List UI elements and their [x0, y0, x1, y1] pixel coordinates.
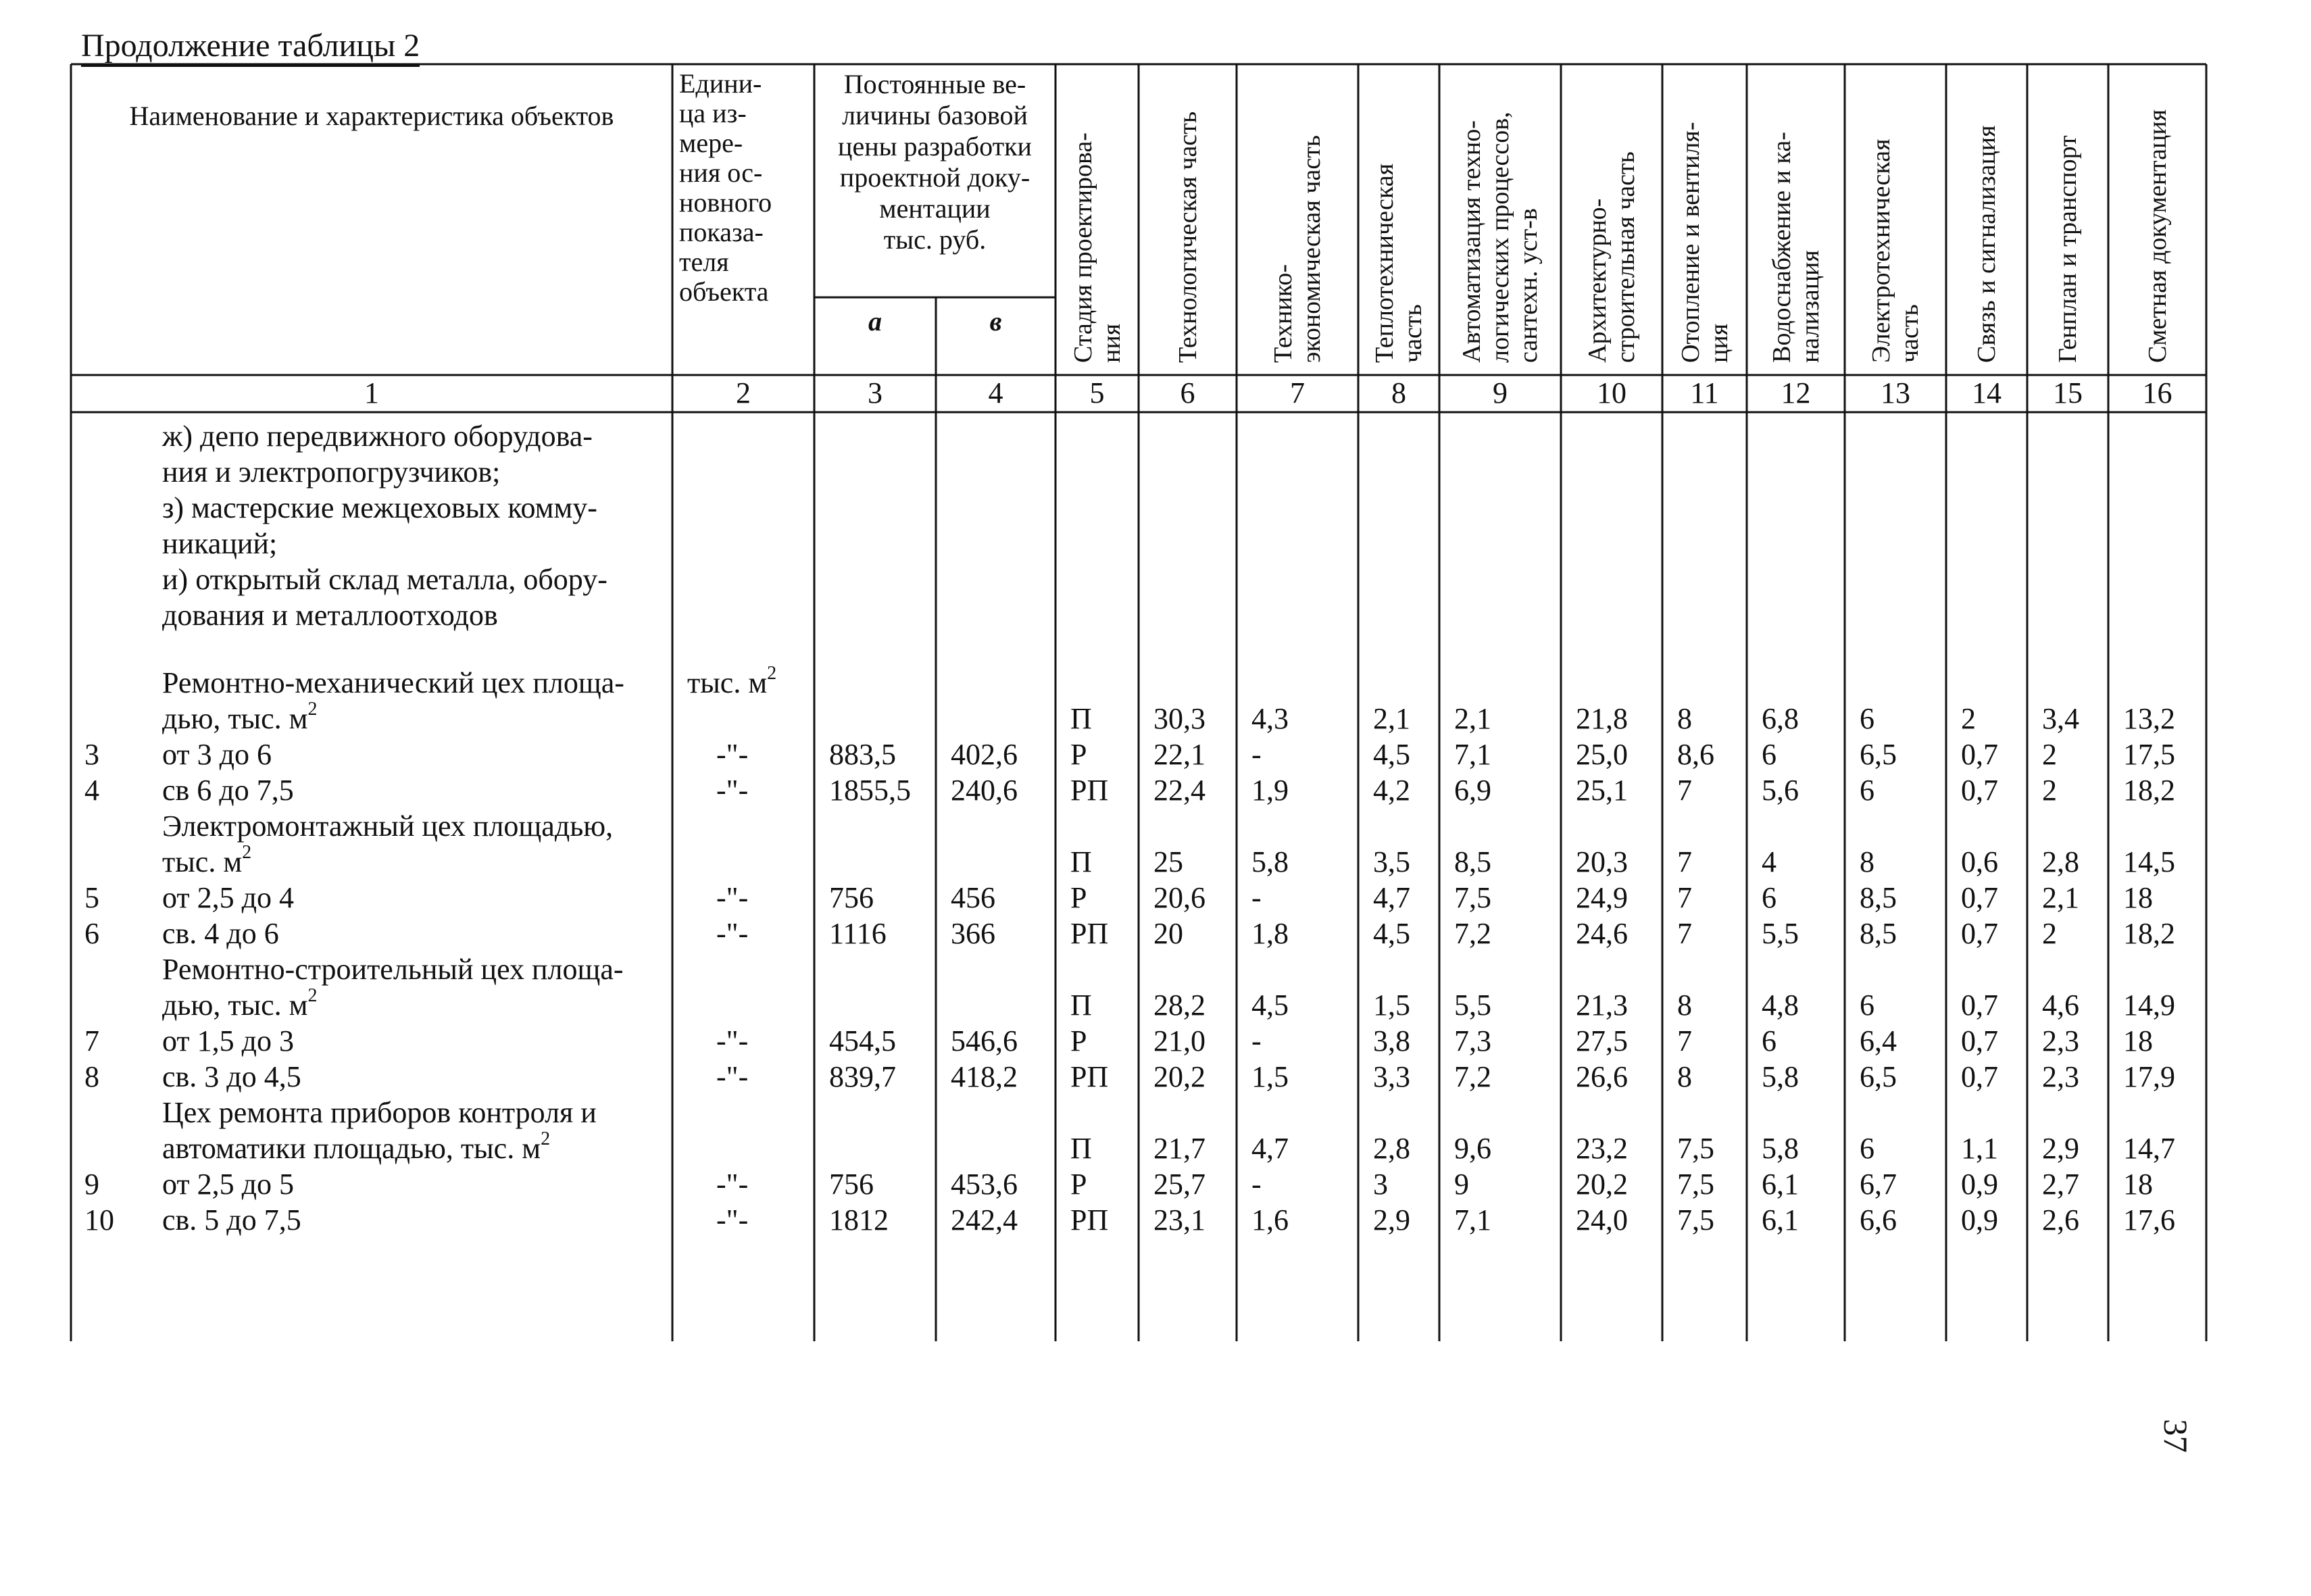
row-value: 21,7 [1153, 1132, 1206, 1165]
row-value: 17,5 [2123, 738, 2175, 771]
column-number: 13 [1881, 376, 1910, 409]
row-value: 8,5 [1860, 881, 1897, 914]
header-unit-line: ния ос- [679, 157, 763, 188]
row-stage: Р [1070, 881, 1087, 914]
row-value: 8 [1677, 989, 1692, 1022]
row-value: 4,5 [1251, 989, 1289, 1022]
row-value: 3 [1373, 1168, 1388, 1201]
row-value: 18 [2123, 881, 2153, 914]
header-unit-line: показа- [679, 217, 764, 247]
row-value: 21,0 [1153, 1024, 1206, 1057]
row-stage: Р [1070, 738, 1087, 771]
row-value: 5,5 [1454, 989, 1491, 1022]
column-number: 11 [1690, 376, 1719, 409]
header-unit-line: мере- [679, 128, 743, 158]
group-title: Ремонтно-механический цех площа- [162, 666, 624, 699]
row-value: 3,5 [1373, 845, 1410, 878]
row-value: 17,6 [2123, 1203, 2175, 1237]
intro-line: ж) депо передвижного оборудова- [162, 420, 593, 453]
row-value: 25,7 [1153, 1168, 1206, 1201]
header-rotated-13 [1867, 72, 1924, 363]
header-rotated-14 [1972, 72, 2001, 363]
row-name: св 6 до 7,5 [162, 774, 294, 807]
row-value-a: 839,7 [829, 1060, 896, 1093]
row-value: 24,9 [1576, 881, 1628, 914]
row-value: 6,6 [1860, 1203, 1897, 1237]
column-number: 12 [1781, 376, 1811, 409]
row-value: 6,7 [1860, 1168, 1897, 1201]
row-value: 8 [1677, 1060, 1692, 1093]
column-number: 4 [988, 376, 1003, 409]
header-rotated-15 [2054, 72, 2082, 363]
row-name: от 1,5 до 3 [162, 1024, 295, 1057]
header-rotated-line: Связь и сигнализация [1972, 125, 2001, 363]
row-value: 0,7 [1961, 738, 1998, 771]
row-value: 20,2 [1153, 1060, 1206, 1093]
row-value: 14,5 [2123, 845, 2175, 878]
header-unit-line: Едини- [679, 68, 762, 99]
row-value-b: 402,6 [951, 738, 1018, 771]
row-stage: Р [1070, 1024, 1087, 1057]
group-title: Ремонтно-строительный цех площа- [162, 953, 624, 986]
row-value: 7,5 [1454, 881, 1491, 914]
row-stage: РП [1070, 917, 1109, 950]
unit-superscript: 2 [767, 663, 777, 684]
row-value: 8,5 [1454, 845, 1491, 878]
row-value: 2,1 [2042, 881, 2079, 914]
row-value: 3,8 [1373, 1024, 1410, 1057]
row-value: 2,9 [1373, 1203, 1410, 1237]
row-name: св. 4 до 6 [162, 917, 279, 950]
column-number: 7 [1290, 376, 1305, 409]
header-unit-line: новного [679, 187, 772, 218]
row-value: 5,8 [1762, 1132, 1799, 1165]
header-base-price-line: проектной доку- [839, 162, 1030, 193]
row-value: 20,2 [1576, 1168, 1628, 1201]
row-unit: -"- [716, 917, 749, 950]
row-value-b: 546,6 [951, 1024, 1018, 1057]
row-value: 5,6 [1762, 774, 1799, 807]
row-value: 7,3 [1454, 1024, 1491, 1057]
row-value: 27,5 [1576, 1024, 1628, 1057]
header-object-name: Наименование и характеристика объектов [129, 101, 614, 131]
row-value-a: 756 [829, 881, 874, 914]
row-value: 1,8 [1251, 917, 1289, 950]
row-unit: -"- [716, 1203, 749, 1237]
row-value: 0,9 [1961, 1203, 1998, 1237]
group-title: Цех ремонта приборов контроля и [162, 1096, 597, 1129]
column-number: 1 [364, 376, 379, 409]
row-value: 5,8 [1762, 1060, 1799, 1093]
row-value: 6 [1762, 738, 1776, 771]
row-unit: -"- [716, 1060, 749, 1093]
row-value: 4,2 [1373, 774, 1410, 807]
row-value-a: 1855,5 [829, 774, 911, 807]
row-value-b: 418,2 [951, 1060, 1018, 1093]
header-rotated-line: ция [1704, 323, 1733, 363]
header-rotated-line: логических процессов, [1486, 111, 1514, 363]
row-number: 5 [84, 881, 99, 914]
row-value: 2 [2042, 738, 2057, 771]
row-value: 8,5 [1860, 917, 1897, 950]
header-rotated-7 [1269, 72, 1326, 363]
row-value: 6,5 [1860, 738, 1897, 771]
row-value: 1,6 [1251, 1203, 1289, 1237]
row-value: 0,7 [1961, 774, 1998, 807]
row-value: 7 [1677, 1024, 1692, 1057]
row-number: 6 [84, 917, 99, 950]
row-unit: -"- [716, 774, 749, 807]
row-value: 2,8 [1373, 1132, 1410, 1165]
row-value: 7,2 [1454, 1060, 1491, 1093]
row-number: 10 [84, 1203, 114, 1237]
row-value: 5,8 [1251, 845, 1289, 878]
row-value-a: 1116 [829, 917, 887, 950]
row-value: 9 [1454, 1168, 1469, 1201]
row-value: 7 [1677, 845, 1692, 878]
group-title: автоматики площадью, тыс. $м^2$ [162, 1128, 551, 1165]
header-rotated-5 [1069, 72, 1126, 363]
row-value: 8,6 [1677, 738, 1714, 771]
row-value: 0,7 [1961, 881, 1998, 914]
header-rotated-line: Технико- [1269, 264, 1297, 363]
header-rotated-10 [1583, 72, 1640, 363]
row-value: 6,1 [1762, 1168, 1799, 1201]
row-value: 7,5 [1677, 1168, 1714, 1201]
row-value: - [1251, 1024, 1262, 1057]
intro-line: никаций; [162, 527, 278, 560]
row-name: св. 3 до 4,5 [162, 1060, 301, 1093]
header-unit-line: объекта [679, 276, 769, 307]
row-value-b: 456 [951, 881, 995, 914]
column-number: 10 [1597, 376, 1626, 409]
row-value: 20,6 [1153, 881, 1206, 914]
row-value: 7 [1677, 881, 1692, 914]
row-value: 6 [1762, 881, 1776, 914]
row-value: 23,2 [1576, 1132, 1628, 1165]
row-value: 3,3 [1373, 1060, 1410, 1093]
row-value: 22,4 [1153, 774, 1206, 807]
row-value: 7,5 [1677, 1132, 1714, 1165]
row-value-b: 242,4 [951, 1203, 1018, 1237]
row-value: 23,1 [1153, 1203, 1206, 1237]
header-unit-line: теля [679, 247, 729, 277]
row-value: 2,9 [2042, 1132, 2079, 1165]
row-value: 6 [1860, 1132, 1874, 1165]
row-stage: РП [1070, 1203, 1109, 1237]
header-base-price-line: Постоянные ве- [843, 69, 1026, 99]
group-title: дью, тыс. $м^2$ [162, 699, 318, 735]
row-value: 4,7 [1373, 881, 1410, 914]
row-value: 2,1 [1454, 702, 1491, 735]
row-value: 25 [1153, 845, 1183, 878]
header-base-price-line: цены разработки [838, 131, 1032, 161]
header-rotated-line: Сметная документация [2143, 109, 2172, 363]
header-rotated-line: Отопление и вентиля- [1676, 122, 1705, 363]
row-value-a: 883,5 [829, 738, 896, 771]
row-stage: П [1070, 845, 1092, 878]
row-value: 7,1 [1454, 1203, 1491, 1237]
row-value: 6,9 [1454, 774, 1491, 807]
row-value: 2,3 [2042, 1060, 2079, 1093]
row-value: 4,3 [1251, 702, 1289, 735]
row-value: 1,9 [1251, 774, 1289, 807]
intro-line: з) мастерские межцеховых комму- [162, 491, 597, 524]
header-sub-a: а [868, 306, 882, 336]
row-value-a: 454,5 [829, 1024, 896, 1057]
row-value: 13,2 [2123, 702, 2175, 735]
row-value: 21,8 [1576, 702, 1628, 735]
group-title-superscript: 2 [541, 1128, 551, 1150]
row-value: 6 [1762, 1024, 1776, 1057]
header-rotated-line: экономическая часть [1297, 134, 1326, 363]
row-value: 7,2 [1454, 917, 1491, 950]
intro-line: и) открытый склад металла, обору- [162, 563, 607, 596]
header-rotated-16 [2143, 72, 2172, 363]
row-value: 0,7 [1961, 989, 1998, 1022]
row-value: - [1251, 881, 1262, 914]
row-value: 9,6 [1454, 1132, 1491, 1165]
header-rotated-line: Водоснабжение и ка- [1767, 132, 1796, 363]
row-value-b: 453,6 [951, 1168, 1018, 1201]
row-value: 2,3 [2042, 1024, 2079, 1057]
header-rotated-line: строительная часть [1612, 151, 1640, 363]
row-value: 20 [1153, 917, 1183, 950]
row-value: 5,5 [1762, 917, 1799, 950]
header-base-price-line: ментации [879, 193, 991, 224]
row-value: 7 [1677, 917, 1692, 950]
group-title-superscript: 2 [307, 985, 318, 1007]
page-title: Продолжение таблицы 2 [81, 27, 420, 67]
column-number: 8 [1391, 376, 1406, 409]
row-number: 3 [84, 738, 99, 771]
row-value-a: 1812 [829, 1203, 889, 1237]
row-value: 0,7 [1961, 1060, 1998, 1093]
header-base-price-line: тыс. руб. [883, 224, 987, 255]
row-value: 21,3 [1576, 989, 1628, 1022]
row-value: 6,1 [1762, 1203, 1799, 1237]
row-value: 25,1 [1576, 774, 1628, 807]
row-value: 6 [1860, 702, 1874, 735]
row-value: 18 [2123, 1024, 2153, 1057]
row-value: 1,5 [1251, 1060, 1289, 1093]
row-value: 24,0 [1576, 1203, 1628, 1237]
row-value: 7 [1677, 774, 1692, 807]
row-value: 6 [1860, 774, 1874, 807]
header-rotated-11 [1676, 72, 1733, 363]
row-value: 2 [2042, 774, 2057, 807]
row-number: 8 [84, 1060, 99, 1093]
header-base-price-line: личины базовой [842, 100, 1028, 130]
row-value: 2 [2042, 917, 2057, 950]
group-title-superscript: 2 [242, 842, 252, 864]
row-value: 18 [2123, 1168, 2153, 1201]
row-name: от 2,5 до 4 [162, 881, 295, 914]
header-rotated-line: Стадия проектирова- [1068, 132, 1097, 363]
header-rotated-6 [1174, 72, 1202, 363]
row-value: 0,9 [1961, 1168, 1998, 1201]
row-value: 6,4 [1860, 1024, 1897, 1057]
page-number: 37 [2157, 1419, 2195, 1453]
header-rotated-line: Электротехническая [1867, 139, 1895, 363]
header-rotated-line: часть [1895, 304, 1924, 363]
group-title: Электромонтажный цех площадью, [162, 809, 614, 843]
row-value: 4,7 [1251, 1132, 1289, 1165]
row-stage: П [1070, 1132, 1092, 1165]
row-value: 4,5 [1373, 917, 1410, 950]
row-unit: -"- [716, 1168, 749, 1201]
row-value: 4,6 [2042, 989, 2079, 1022]
row-value: 2,7 [2042, 1168, 2079, 1201]
row-value: 2 [1961, 702, 1976, 735]
row-value: 7,1 [1454, 738, 1491, 771]
column-number: 6 [1180, 376, 1195, 409]
row-stage: Р [1070, 1168, 1087, 1201]
row-value: - [1251, 738, 1262, 771]
row-unit: -"- [716, 881, 749, 914]
row-value: 0,6 [1961, 845, 1998, 878]
intro-line: дования и металлоотходов [162, 599, 498, 632]
row-value: - [1251, 1168, 1262, 1201]
header-sub-b: в [989, 306, 1002, 336]
row-value-a: 756 [829, 1168, 874, 1201]
header-rotated-line: сантехн. уст-в [1514, 208, 1543, 363]
header-rotated-line: нализация [1795, 250, 1824, 363]
row-unit: -"- [716, 738, 749, 771]
header-rotated-line: Архитектурно- [1583, 198, 1612, 363]
column-number: 16 [2142, 376, 2172, 409]
row-value: 25,0 [1576, 738, 1628, 771]
row-value: 4,8 [1762, 989, 1799, 1022]
row-value: 30,3 [1153, 702, 1206, 735]
row-value: 6 [1860, 989, 1874, 1022]
row-value: 26,6 [1576, 1060, 1628, 1093]
column-number: 2 [736, 376, 751, 409]
header-base-price [818, 69, 1051, 255]
row-number: 7 [84, 1024, 99, 1057]
row-value: 8 [1860, 845, 1874, 878]
row-stage: П [1070, 702, 1092, 735]
group-title: дью, тыс. $м^2$ [162, 985, 318, 1022]
row-value: 18,2 [2123, 774, 2175, 807]
row-value: 18,2 [2123, 917, 2175, 950]
row-stage: П [1070, 989, 1092, 1022]
header-rotated-line: часть [1399, 304, 1427, 363]
header-rotated-12 [1768, 72, 1824, 363]
header-rotated-8 [1370, 72, 1427, 363]
row-value: 6,5 [1860, 1060, 1897, 1093]
column-number: 14 [1972, 376, 2002, 409]
column-number: 5 [1089, 376, 1105, 409]
row-number: 4 [84, 774, 99, 807]
row-name: св. 5 до 7,5 [162, 1203, 301, 1237]
row-stage: РП [1070, 1060, 1109, 1093]
row-stage: РП [1070, 774, 1109, 807]
header-unit-line: ца из- [679, 98, 747, 128]
column-number: 15 [2053, 376, 2083, 409]
column-number: 3 [868, 376, 883, 409]
row-value: 14,7 [2123, 1132, 2175, 1165]
unit-label: тыс. $м^2$ [687, 663, 777, 699]
row-value: 17,9 [2123, 1060, 2175, 1093]
header-rotated-line: Генплан и транспорт [2054, 135, 2082, 363]
group-title-superscript: 2 [307, 699, 318, 720]
row-value: 24,6 [1576, 917, 1628, 950]
header-unit [679, 69, 807, 307]
row-value-b: 240,6 [951, 774, 1018, 807]
row-value: 20,3 [1576, 845, 1628, 878]
header-rotated-line: Теплотехническая [1370, 163, 1399, 363]
row-value: 1,1 [1961, 1132, 1998, 1165]
row-value: 2,8 [2042, 845, 2079, 878]
row-value: 1,5 [1373, 989, 1410, 1022]
header-rotated-line: ния [1097, 323, 1126, 363]
header-rotated-line: Технологическая часть [1173, 111, 1202, 363]
row-value: 3,4 [2042, 702, 2079, 735]
row-name: от 3 до 6 [162, 738, 272, 771]
column-number: 9 [1493, 376, 1508, 409]
intro-line: ния и электропогрузчиков; [162, 455, 501, 489]
group-title: тыс. $м^2$ [162, 842, 252, 878]
header-rotated-9 [1458, 72, 1543, 363]
row-unit: -"- [716, 1024, 749, 1057]
row-name: от 2,5 до 5 [162, 1168, 295, 1201]
row-value: 4 [1762, 845, 1776, 878]
row-value: 22,1 [1153, 738, 1206, 771]
row-value: 2,6 [2042, 1203, 2079, 1237]
row-value: 6,8 [1762, 702, 1799, 735]
header-rotated-line: Автоматизация техно- [1458, 120, 1486, 363]
row-value: 4,5 [1373, 738, 1410, 771]
row-value-b: 366 [951, 917, 995, 950]
row-value: 8 [1677, 702, 1692, 735]
row-value: 2,1 [1373, 702, 1410, 735]
row-value: 0,7 [1961, 917, 1998, 950]
row-number: 9 [84, 1168, 99, 1201]
row-value: 7,5 [1677, 1203, 1714, 1237]
row-value: 28,2 [1153, 989, 1206, 1022]
row-value: 14,9 [2123, 989, 2175, 1022]
row-value: 0,7 [1961, 1024, 1998, 1057]
